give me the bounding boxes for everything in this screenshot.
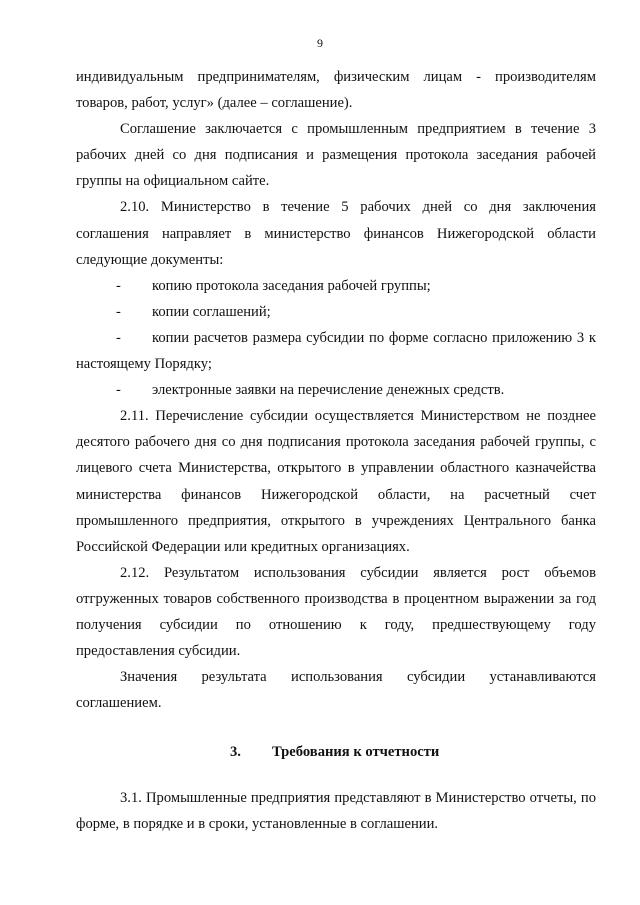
list-item-text: копию протокола заседания рабочей группы; [152, 277, 431, 294]
list-item-text: копии соглашений; [152, 303, 271, 320]
paragraph: индивидуальным предпринимателям, физическим лицам - производителям товаров, работ, услуг» (далее – соглашение). [76, 69, 596, 112]
list-item [76, 377, 596, 403]
paragraph: Значения результата использования субсидии устанавливаются соглашением. [76, 669, 596, 712]
page-number: 9 [317, 36, 323, 50]
paragraph-2-10: 2.10. Министерство в течение 5 рабочих дней со дня заключения соглашения направляет в министерство финансов Нижегородской области следующие документы: [76, 199, 596, 268]
list-dash: - [116, 303, 121, 320]
list-item-text: копии расчетов размера субсидии по форме согласно приложению 3 к настоящему Порядку; [76, 329, 596, 373]
section-number: 3. [230, 744, 241, 761]
section-title: Требования к отчетности [272, 744, 440, 761]
list-item [76, 273, 596, 299]
section-heading [76, 739, 596, 765]
list-dash: - [116, 277, 121, 294]
list-item [76, 299, 596, 325]
paragraph-2-11: 2.11. Перечисление субсидии осуществляется Министерством не позднее десятого рабочего дня со дня подписания протокола заседания рабочей группы, с лицевого счета Министерства, открытого в управлении областного казначейства министерства финансов Нижегородской области, на расчетный счет промышленного предприятия, открытого в учреждениях Центрального банка Российской Федерации или кредитных организациях. [76, 408, 596, 555]
paragraph-2-12: 2.12. Результатом использования субсидии является рост объемов отгруженных товаров собственного производства в процентном выражении за год получения субсидии по отношению к году, предшествующему году предоставления субсидии. [76, 564, 596, 660]
list-dash: - [116, 382, 121, 399]
paragraph-3-1: 3.1. Промышленные предприятия представляют в Министерство отчеты, по форме, в порядке и в сроки, установленные в соглашении. [76, 790, 596, 833]
list-dash: - [116, 329, 121, 346]
document-body [76, 64, 596, 838]
list-item [76, 325, 596, 377]
list-item-text: электронные заявки на перечисление денежных средств. [152, 382, 505, 399]
paragraph: Соглашение заключается с промышленным предприятием в течение 3 рабочих дней со дня подписания и размещения протокола заседания рабочей группы на официальном сайте. [76, 121, 596, 190]
